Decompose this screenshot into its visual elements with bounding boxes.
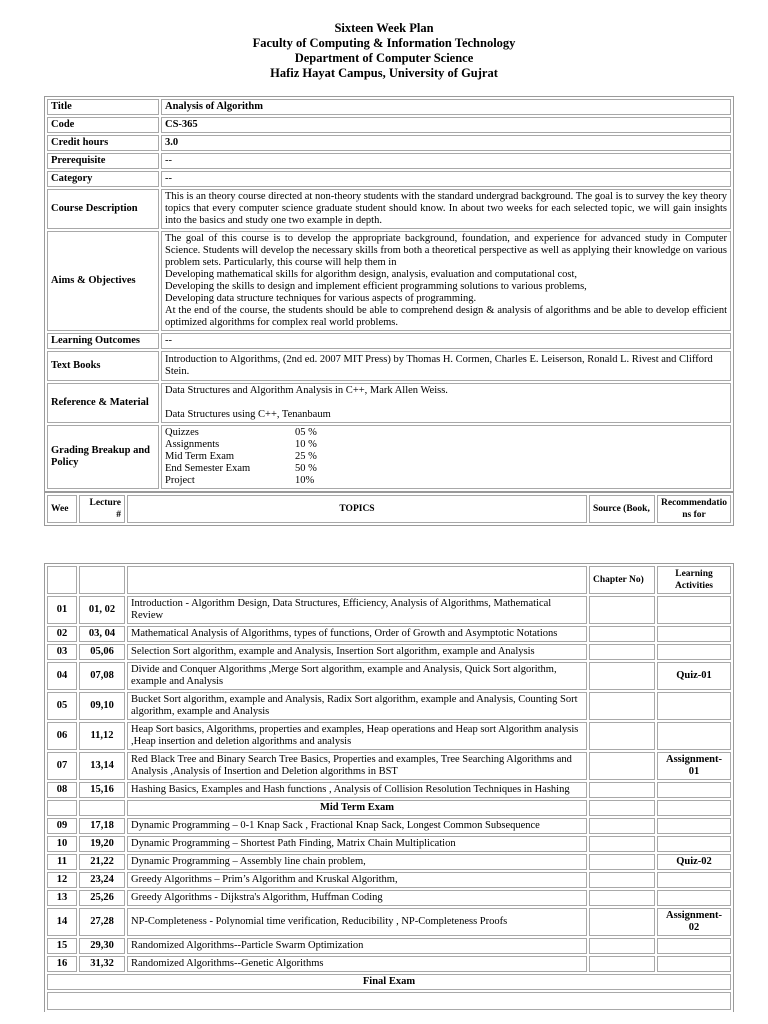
activities-header: Learning Activities (657, 566, 731, 594)
activity-cell: Assignment-01 (657, 752, 731, 780)
chapter-cell (589, 854, 655, 870)
topic-cell: Mathematical Analysis of Algorithms, types of functions, Order of Growth and Asymptotic Notations (127, 626, 587, 642)
week-cell: 07 (47, 752, 77, 780)
grading-item: Project 10% (165, 475, 315, 486)
week-cell: 15 (47, 938, 77, 954)
chapter-header: Chapter No) (589, 566, 655, 594)
aims-line: At the end of the course, the students should be able to comprehend design & analysis of algorithms and be able to develop efficient optimized algorithms for complex real world problems. (165, 305, 727, 328)
activity-cell (657, 782, 731, 798)
final-exam-row (47, 974, 731, 990)
week-cell: 04 (47, 662, 77, 690)
grading-item: End Semester Exam 50 % (165, 463, 317, 474)
week-cell: 09 (47, 818, 77, 834)
aims-line: Developing the skills to design and implement efficient programming solutions to various problems, (165, 281, 587, 292)
schedule-row (47, 908, 731, 936)
chapter-cell (589, 956, 655, 972)
schedule-row (47, 626, 731, 642)
grading-label: Grading Breakup and Policy (47, 425, 159, 489)
code-label: Code (47, 117, 159, 133)
campus-name: Hafiz Hayat Campus, University of Gujrat (270, 66, 498, 80)
lecture-cell: 09,10 (79, 692, 125, 720)
lecture-cell: 03, 04 (79, 626, 125, 642)
schedule-row (47, 854, 731, 870)
reference-value (161, 383, 731, 423)
title-value: Analysis of Algorithm (161, 99, 731, 115)
chapter-cell (589, 596, 655, 624)
grading-value (161, 425, 731, 489)
textbooks-label: Text Books (47, 351, 159, 381)
schedule-row (47, 722, 731, 750)
lecture-cell: 21,22 (79, 854, 125, 870)
lecture-cell: 19,20 (79, 836, 125, 852)
topic-cell: Greedy Algorithms – Prim’s Algorithm and Kruskal Algorithm, (127, 872, 587, 888)
schedule-row (47, 662, 731, 690)
week-cell: 08 (47, 782, 77, 798)
title-label: Title (47, 99, 159, 115)
credit-value: 3.0 (161, 135, 731, 151)
reference-line: Data Structures and Algorithm Analysis in C++, Mark Allen Weiss. (165, 385, 448, 396)
week-cell: 10 (47, 836, 77, 852)
schedule-row (47, 872, 731, 888)
topic-cell: Red Black Tree and Binary Search Tree Basics, Properties and examples, Tree Searching Algorithms and Analysis ,Analysis of Insertion and Deletion algorithms in BST (127, 752, 587, 780)
textbooks-value: Introduction to Algorithms, (2nd ed. 2007 MIT Press) by Thomas H. Cormen, Charles E. Leiserson, Ronald L. Rivest and Clifford Stein. (161, 351, 731, 381)
outcomes-value: -- (161, 333, 731, 349)
schedule-row (47, 752, 731, 780)
aims-line: The goal of this course is to develop the appropriate background, foundation, and experience for advanced study in Computer Science. Students will develop the necessary skills from both a theoretical perspective as well as applying their knowledge on various problem sets. Particularly, this course will help them in (165, 233, 727, 268)
topic-cell: Dynamic Programming – Assembly line chain problem, (127, 854, 587, 870)
chapter-cell (589, 890, 655, 906)
schedule-row (47, 782, 731, 798)
topic-cell: Bucket Sort algorithm, example and Analysis, Radix Sort algorithm, example and Analysis, Counting Sort algorithm, example and Analysis (127, 692, 587, 720)
week-cell: 06 (47, 722, 77, 750)
source-header: Source (Book, (589, 495, 655, 523)
topic-cell: NP-Completeness - Polynomial time verification, Reducibility , NP-Completeness Proofs (127, 908, 587, 936)
faculty-name: Faculty of Computing & Information Technology (252, 36, 516, 50)
chapter-cell (589, 872, 655, 888)
grading-item: Assignments 10 % (165, 439, 317, 450)
recommendations-header: Recommendatio ns for (657, 495, 731, 523)
chapter-cell (589, 692, 655, 720)
lecture-cell: 27,28 (79, 908, 125, 936)
description-value: This is an theory course directed at non-theory students with the standard undergrad background. The goal is to survey the key theory topics that every computer science graduate student should know. In about two weeks for each selected topic, we will gain insights into the basics and study one two example in depth. (161, 189, 731, 229)
code-value: CS-365 (161, 117, 731, 133)
prereq-label: Prerequisite (47, 153, 159, 169)
schedule-row (47, 596, 731, 624)
topic-cell: Introduction - Algorithm Design, Data Structures, Efficiency, Analysis of Algorithms, Mathematical Review (127, 596, 587, 624)
schedule-row (47, 818, 731, 834)
category-value: -- (161, 171, 731, 187)
course-info-table (44, 96, 734, 492)
category-label: Category (47, 171, 159, 187)
activity-cell (657, 692, 731, 720)
activity-cell (657, 836, 731, 852)
prereq-value: -- (161, 153, 731, 169)
lecture-cell: 29,30 (79, 938, 125, 954)
schedule-row (47, 938, 731, 954)
midterm-row-label: Mid Term Exam (127, 800, 587, 816)
schedule-row (47, 956, 731, 972)
topic-cell: Dynamic Programming – Shortest Path Finding, Matrix Chain Multiplication (127, 836, 587, 852)
lecture-header: Lecture # (79, 495, 125, 523)
week-cell: 12 (47, 872, 77, 888)
chapter-cell (589, 818, 655, 834)
activity-cell (657, 956, 731, 972)
week-cell: 13 (47, 890, 77, 906)
topics-header: TOPICS (127, 495, 587, 523)
week-header: Wee (47, 495, 77, 523)
week-cell: 14 (47, 908, 77, 936)
outcomes-label: Learning Outcomes (47, 333, 159, 349)
schedule-row (47, 644, 731, 660)
activity-cell (657, 722, 731, 750)
chapter-cell (589, 662, 655, 690)
chapter-cell (589, 782, 655, 798)
schedule-row (47, 836, 731, 852)
chapter-cell (589, 626, 655, 642)
grading-item: Mid Term Exam 25 % (165, 451, 317, 462)
topics-header-table (44, 492, 734, 526)
reference-label: Reference & Material (47, 383, 159, 423)
topic-cell: Heap Sort basics, Algorithms, properties and examples, Heap operations and Heap sort Algorithm analysis ,Heap insertion and deletion algorithms and analysis (127, 722, 587, 750)
aims-line: Developing mathematical skills for algorithm design, analysis, evaluation and computational cost, (165, 269, 578, 280)
final-exam-label: Final Exam (47, 974, 731, 990)
activity-cell: Quiz-01 (657, 662, 731, 690)
week-cell: 11 (47, 854, 77, 870)
credit-label: Credit hours (47, 135, 159, 151)
activity-cell (657, 596, 731, 624)
chapter-cell (589, 644, 655, 660)
lecture-cell: 11,12 (79, 722, 125, 750)
chapter-cell (589, 836, 655, 852)
department-name: Department of Computer Science (294, 51, 474, 65)
topic-cell: Greedy Algorithms - Dijkstra's Algorithm, Huffman Coding (127, 890, 587, 906)
lecture-cell: 15,16 (79, 782, 125, 798)
midterm-row (47, 800, 731, 816)
topic-cell: Selection Sort algorithm, example and Analysis, Insertion Sort algorithm, example and Analysis (127, 644, 587, 660)
activity-cell: Assignment-02 (657, 908, 731, 936)
week-cell: 16 (47, 956, 77, 972)
activity-cell (657, 626, 731, 642)
lecture-cell: 17,18 (79, 818, 125, 834)
grading-item: Quizzes 05 % (165, 427, 317, 438)
schedule-table (44, 563, 734, 1012)
topic-cell: Dynamic Programming – 0-1 Knap Sack , Fractional Knap Sack, Longest Common Subsequence (127, 818, 587, 834)
activity-cell (657, 890, 731, 906)
reference-line: Data Structures using C++, Tenanbaum (165, 409, 331, 420)
activity-cell (657, 644, 731, 660)
aims-line: Developing data structure techniques for various aspects of programming. (165, 293, 477, 304)
schedule-row (47, 692, 731, 720)
lecture-cell: 01, 02 (79, 596, 125, 624)
aims-label: Aims & Objectives (47, 231, 159, 331)
description-label: Course Description (47, 189, 159, 229)
lecture-cell: 05,06 (79, 644, 125, 660)
topic-cell: Randomized Algorithms--Genetic Algorithms (127, 956, 587, 972)
chapter-cell (589, 752, 655, 780)
lecture-cell: 13,14 (79, 752, 125, 780)
lecture-cell: 07,08 (79, 662, 125, 690)
week-cell: 01 (47, 596, 77, 624)
topic-cell: Hashing Basics, Examples and Hash functions , Analysis of Collision Resolution Techniques in Hashing (127, 782, 587, 798)
topic-cell: Divide and Conquer Algorithms ,Merge Sort algorithm, example and Analysis, Quick Sort algorithm, example and Analysis (127, 662, 587, 690)
plan-title: Sixteen Week Plan (334, 21, 434, 35)
lecture-cell: 25,26 (79, 890, 125, 906)
lecture-cell: 31,32 (79, 956, 125, 972)
week-cell: 03 (47, 644, 77, 660)
week-cell: 02 (47, 626, 77, 642)
chapter-cell (589, 722, 655, 750)
activity-cell (657, 818, 731, 834)
chapter-cell (589, 938, 655, 954)
week-cell: 05 (47, 692, 77, 720)
topic-cell: Randomized Algorithms--Particle Swarm Optimization (127, 938, 587, 954)
aims-value (161, 231, 731, 331)
activity-cell (657, 938, 731, 954)
lecture-cell: 23,24 (79, 872, 125, 888)
chapter-cell (589, 908, 655, 936)
blank-row (47, 992, 731, 1010)
activity-cell (657, 872, 731, 888)
activity-cell: Quiz-02 (657, 854, 731, 870)
schedule-row (47, 890, 731, 906)
